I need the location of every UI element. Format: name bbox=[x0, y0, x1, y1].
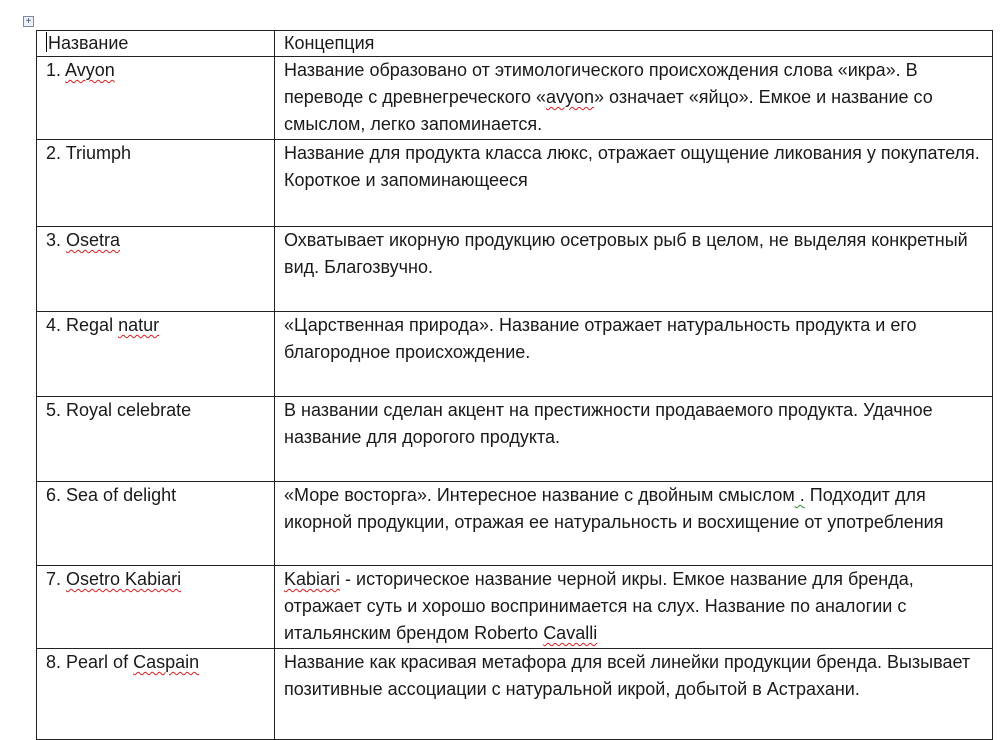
name-cell[interactable] bbox=[37, 57, 275, 140]
concept-cell[interactable] bbox=[275, 482, 993, 566]
row-number: 4. bbox=[46, 315, 62, 335]
name-cell[interactable] bbox=[37, 566, 275, 649]
table-row bbox=[37, 227, 993, 312]
concept-text: Название как красивая метафора для всей линейки продукции бренда. Вызывает позитивные ассоциации с натуральной икрой, добытой в Астрахани. bbox=[284, 652, 971, 699]
row-number: 8. bbox=[46, 652, 62, 672]
concept-text: » означает «яйцо». Емкое и название со смыслом, легко запоминается. bbox=[284, 87, 933, 134]
concept-text-misspelled: avyon bbox=[545, 87, 595, 107]
concept-text-misspelled: Cavalli bbox=[543, 623, 598, 643]
concept-text: Охватывает икорную продукцию осетровых рыб в целом, не выделяя конкретный вид. Благозвучно. bbox=[284, 230, 968, 277]
name-text: Triumph bbox=[65, 143, 132, 163]
concept-text: «Царственная природа». Название отражает натуральность продукта и его благородное происхождение. bbox=[284, 315, 917, 362]
name-text-misspelled: natur bbox=[118, 315, 160, 335]
row-number: 3. bbox=[46, 230, 62, 250]
concept-text-grammar-flag: . bbox=[794, 485, 805, 505]
table-row bbox=[37, 482, 993, 566]
concept-cell[interactable] bbox=[275, 227, 993, 312]
concept-text: Название образовано от этимологического происхождения слова «икра». В переводе с древнегреческого « bbox=[284, 60, 918, 107]
name-cell[interactable] bbox=[37, 312, 275, 397]
text-cursor bbox=[46, 32, 47, 52]
concept-cell[interactable] bbox=[275, 649, 993, 740]
row-number: 1. bbox=[46, 60, 62, 80]
name-text-misspelled: Avyon bbox=[65, 60, 115, 80]
concept-cell[interactable] bbox=[275, 312, 993, 397]
concept-text: Название для продукта класса люкс, отражает ощущение ликования у покупателя. Короткое и запоминающееся bbox=[284, 143, 980, 190]
name-text: Regal bbox=[66, 315, 119, 335]
name-text: Pearl of bbox=[66, 652, 134, 672]
concept-cell[interactable] bbox=[275, 57, 993, 140]
row-number: 7. bbox=[46, 569, 62, 589]
concept-text: «Море восторга». Интересное название с двойным смыслом bbox=[284, 485, 795, 505]
table-header-row bbox=[37, 31, 993, 57]
concept-text: В названии сделан акцент на престижности продаваемого продукта. Удачное название для дорогого продукта. bbox=[284, 400, 933, 447]
concept-cell[interactable] bbox=[275, 397, 993, 482]
concept-cell[interactable] bbox=[275, 566, 993, 649]
concept-text: Подходит для икорной продукции, отражая ее натуральность и восхищение от употребления bbox=[284, 485, 944, 532]
table-row bbox=[37, 649, 993, 740]
table-row bbox=[37, 312, 993, 397]
name-text: Sea of delight bbox=[66, 485, 177, 505]
name-cell[interactable] bbox=[37, 649, 275, 740]
header-name-label: Название bbox=[48, 33, 129, 53]
name-text-misspelled: Osetra bbox=[66, 230, 121, 250]
concept-text: - историческое название черной икры. Емкое название для бренда, отражает суть и хорошо воспринимается на слух. Название по аналогии с итальянским брендом Roberto bbox=[284, 569, 914, 643]
table-row bbox=[37, 140, 993, 227]
header-name-cell[interactable] bbox=[37, 31, 275, 57]
concept-cell[interactable] bbox=[275, 140, 993, 227]
name-cell[interactable] bbox=[37, 397, 275, 482]
name-text: Royal celebrate bbox=[66, 400, 192, 420]
row-number: 2. bbox=[46, 143, 62, 163]
concept-text-misspelled: Kabiari bbox=[284, 569, 341, 589]
table-row bbox=[37, 57, 993, 140]
table-row bbox=[37, 397, 993, 482]
names-concepts-table bbox=[36, 30, 993, 740]
row-number: 6. bbox=[46, 485, 62, 505]
header-concept-label: Концепция bbox=[284, 33, 375, 53]
row-number: 5. bbox=[46, 400, 62, 420]
header-concept-cell[interactable] bbox=[275, 31, 993, 57]
table-move-handle-icon[interactable]: + bbox=[23, 16, 34, 27]
name-cell[interactable] bbox=[37, 140, 275, 227]
name-text-misspelled: Osetro Kabiari bbox=[66, 569, 182, 589]
name-cell[interactable] bbox=[37, 482, 275, 566]
table-row bbox=[37, 566, 993, 649]
name-cell[interactable] bbox=[37, 227, 275, 312]
name-text-misspelled: Caspain bbox=[133, 652, 200, 672]
